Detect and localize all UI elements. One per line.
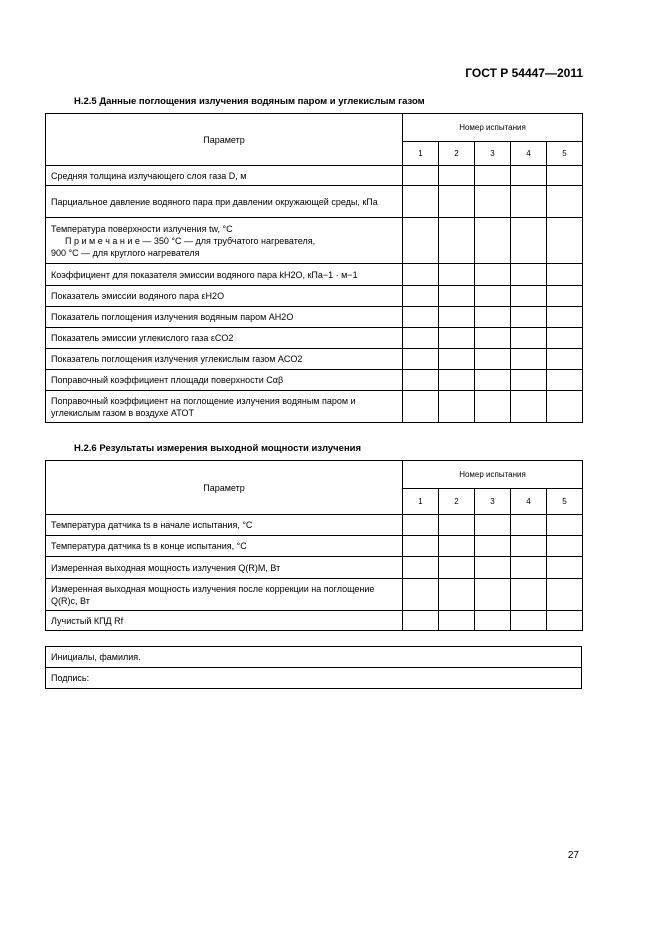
section-h25-title: Н.2.5 Данные поглощения излучения водяным паром и углекислым газом: [74, 96, 425, 107]
note-tubular: П р и м е ч а н и е — 350 °С — для трубчатого нагревателя,: [65, 235, 316, 246]
row-water-absorption: Показатель поглощения излучения водяным паром AH2O: [46, 307, 403, 328]
note-round: 900 °С — для круглого нагревателя: [51, 247, 200, 258]
test-number: 5: [547, 489, 583, 515]
row-total-correction: Поправочный коэффициент на поглощение излучения водяным паром и углекислым газом в воздухе ATOT: [46, 391, 403, 423]
test-number: 1: [403, 142, 439, 166]
signature-table: [45, 646, 582, 689]
row-water-coefficient: Коэффициент для показателя эмиссии водяного пара kH2O, кПа−1 · м−1: [46, 264, 403, 286]
signature-field: Подпись:: [46, 668, 582, 689]
param-header: Параметр: [46, 461, 403, 515]
param-header: Параметр: [46, 114, 403, 166]
test-number-header: Номер испытания: [403, 461, 583, 489]
surface-temperature-label: Температура поверхности излучения tw, °С: [51, 223, 233, 234]
test-number: 4: [511, 489, 547, 515]
row-surface-correction: Поправочный коэффициент площади поверхности Cαβ: [46, 370, 403, 391]
document-code: ГОСТ Р 54447—2011: [465, 66, 583, 80]
test-number: 1: [403, 489, 439, 515]
row-radiant-efficiency: Лучистый КПД Rf: [46, 611, 403, 631]
row-sensor-temp-end: Температура датчика ts в конце испытания, °С: [46, 536, 403, 557]
test-number: 4: [511, 142, 547, 166]
row-co2-emission: Показатель эмиссии углекислого газа εCO2: [46, 328, 403, 349]
row-co2-absorption: Показатель поглощения излучения углекислым газом ACO2: [46, 349, 403, 370]
test-number-header: Номер испытания: [403, 114, 583, 142]
row-surface-temperature: [46, 218, 403, 264]
test-number: 3: [475, 142, 511, 166]
absorption-table: [45, 113, 583, 423]
test-number: 2: [439, 489, 475, 515]
section-h26-title: Н.2.6 Результаты измерения выходной мощности излучения: [74, 443, 362, 454]
test-number: 2: [439, 142, 475, 166]
test-number: 3: [475, 489, 511, 515]
row-water-emission: Показатель эмиссии водяного пара εH2O: [46, 286, 403, 307]
row-sensor-temp-start: Температура датчика ts в начале испытания, °С: [46, 515, 403, 536]
test-number: 5: [547, 142, 583, 166]
initials-field: Инициалы, фамилия.: [46, 647, 582, 668]
row-partial-pressure: Парциальное давление водяного пара при давлении окружающей среды, кПа: [46, 186, 403, 218]
power-table: [45, 460, 583, 631]
row-layer-thickness: Средняя толщина излучающего слоя газа D, м: [46, 166, 403, 186]
page-number: 27: [567, 850, 579, 861]
row-corrected-power: Измеренная выходная мощность излучения после коррекции на поглощение Q(R)c, Вт: [46, 579, 403, 611]
row-measured-power: Измеренная выходная мощность излучения Q(R)M, Вт: [46, 557, 403, 579]
